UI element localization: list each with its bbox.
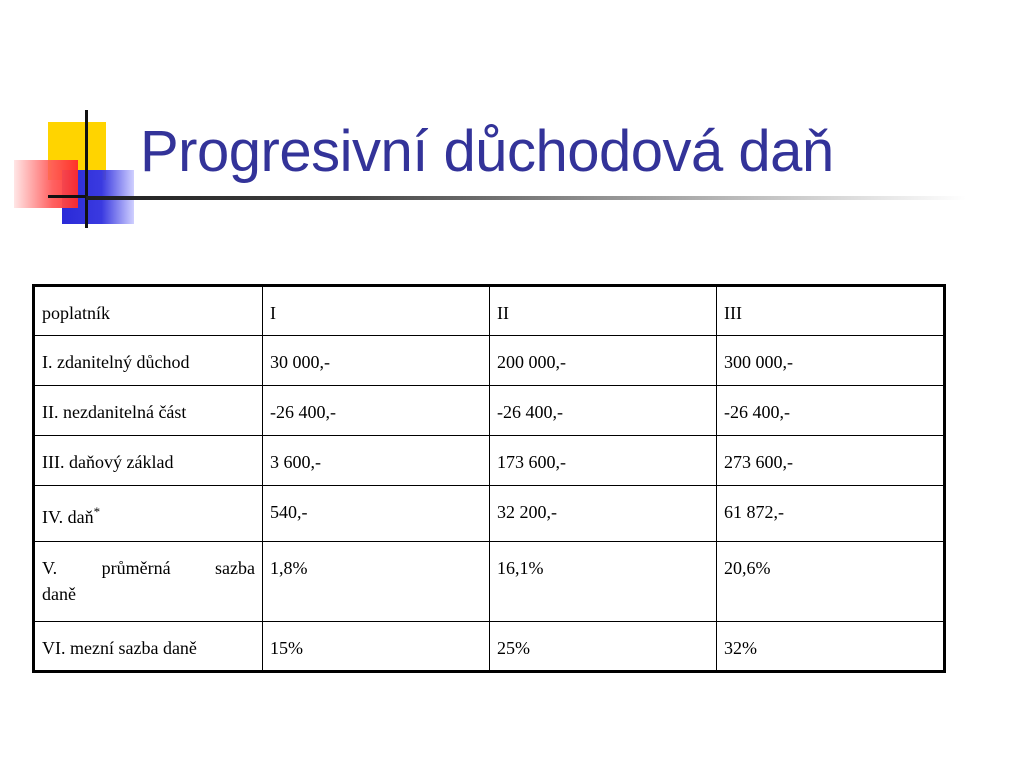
table-cell: 30 000,-	[263, 336, 490, 386]
header-cell: II	[490, 286, 717, 336]
table-cell: 200 000,-	[490, 336, 717, 386]
table-cell: 32 200,-	[490, 486, 717, 542]
table-cell: 300 000,-	[717, 336, 945, 386]
table-cell: 273 600,-	[717, 436, 945, 486]
table-row	[34, 486, 945, 542]
row-label: IV. daň*	[34, 486, 263, 542]
table-cell: 25%	[490, 622, 717, 672]
row-label: II. nezdanitelná část	[34, 386, 263, 436]
table-cell: 173 600,-	[490, 436, 717, 486]
table-row	[34, 436, 945, 486]
footnote-marker: *	[93, 504, 101, 519]
page-title: Progresivní důchodová daň	[140, 119, 834, 184]
table-cell: 15%	[263, 622, 490, 672]
table-cell: 3 600,-	[263, 436, 490, 486]
table-cell: 540,-	[263, 486, 490, 542]
table-cell: 32%	[717, 622, 945, 672]
table-row	[34, 386, 945, 436]
table-row	[34, 336, 945, 386]
row-label: I. zdanitelný důchod	[34, 336, 263, 386]
table-cell: -26 400,-	[490, 386, 717, 436]
header-cell: III	[717, 286, 945, 336]
table-header-row	[34, 286, 945, 336]
header-cell: poplatník	[34, 286, 263, 336]
header-cell: I	[263, 286, 490, 336]
row-label: V. průměrná sazba daně	[34, 542, 263, 622]
table-cell: -26 400,-	[263, 386, 490, 436]
logo-horizontal-line	[48, 195, 88, 198]
table-row	[34, 542, 945, 622]
table-cell: 61 872,-	[717, 486, 945, 542]
table-cell: 20,6%	[717, 542, 945, 622]
title-underline	[86, 196, 966, 200]
row-label: VI. mezní sazba daně	[34, 622, 263, 672]
row-label: III. daňový základ	[34, 436, 263, 486]
tax-table	[32, 284, 946, 673]
table-cell: 1,8%	[263, 542, 490, 622]
logo-graphic	[0, 0, 160, 240]
logo-vertical-line	[85, 110, 88, 228]
table-cell: -26 400,-	[717, 386, 945, 436]
logo-red-square	[14, 160, 78, 208]
table-cell: 16,1%	[490, 542, 717, 622]
table-row	[34, 622, 945, 672]
